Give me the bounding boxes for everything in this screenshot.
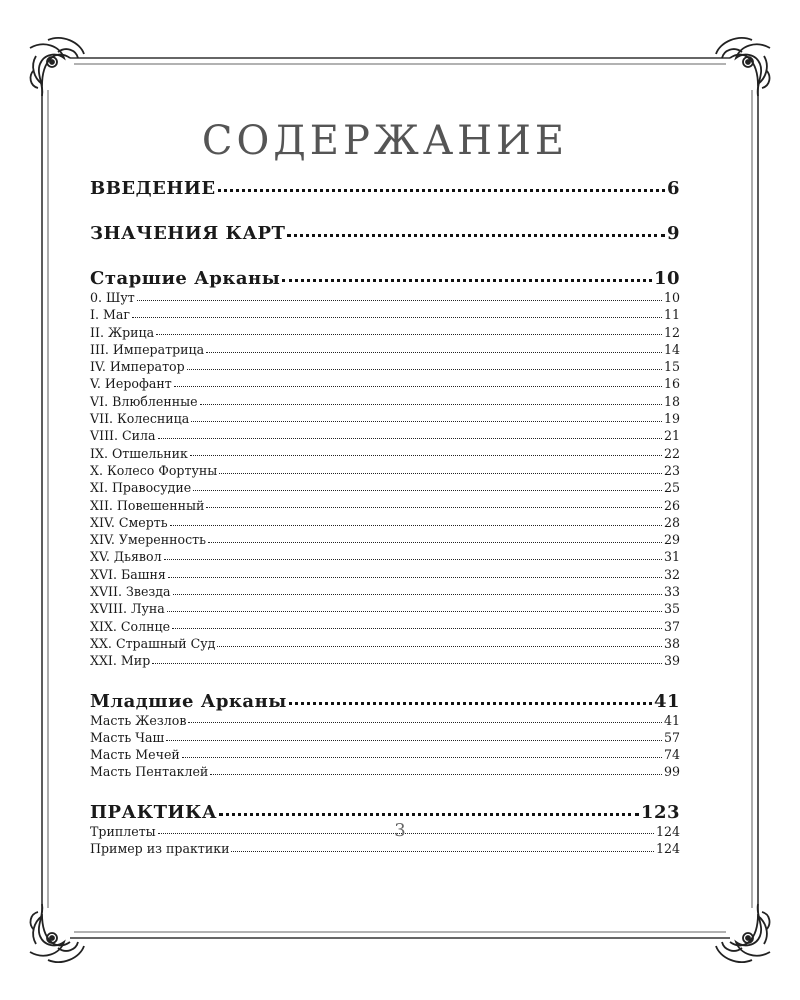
toc-subentry[interactable] [90,763,680,780]
major-arcana-list [90,289,680,670]
dot-leader [231,843,653,852]
toc-page: 37 [663,618,680,634]
toc-page: 124 [655,841,680,857]
toc-label: Масть Чаш [90,729,165,745]
toc-page: 39 [663,653,680,669]
toc-page: 15 [663,359,680,375]
corner-ornament-icon [716,904,770,962]
toc-subentry[interactable] [90,840,680,857]
dot-leader [219,802,639,816]
toc-entry-meanings[interactable] [90,223,680,250]
dot-leader [164,552,662,561]
dot-leader [172,621,662,630]
dot-leader [206,500,662,509]
toc-subentry[interactable] [90,445,680,462]
toc-label: XVII. Звезда [90,584,171,600]
toc-page: 9 [666,223,680,244]
toc-label: ЗНАЧЕНИЯ КАРТ [90,223,286,244]
dot-leader [289,691,652,705]
toc-page: 6 [666,178,680,199]
corner-ornament-icon [716,38,770,96]
dot-leader [173,586,662,595]
toc-page: 10 [663,290,680,305]
toc-label: ПРАКТИКА [90,801,218,823]
dot-leader [210,767,662,776]
toc-page: 57 [663,729,680,745]
toc-subentry[interactable] [90,746,680,763]
toc-page: 41 [653,690,680,712]
dot-leader [206,344,662,353]
toc-page: 21 [663,428,680,444]
dot-leader [190,448,662,457]
toc-label: ВВЕДЕНИЕ [90,178,216,199]
toc-label: XV. Дьявол [90,549,162,565]
toc-page: 11 [663,307,680,323]
dot-leader [174,379,662,388]
toc-page: 38 [663,635,680,651]
toc-page: 25 [663,480,680,496]
toc-label: II. Жрица [90,324,155,340]
toc-subentry[interactable] [90,514,680,531]
toc-label: XII. Повешенный [90,497,205,513]
toc-page: 26 [663,497,680,513]
dot-leader [191,413,662,422]
toc-label: XXI. Мир [90,653,151,669]
toc-page: 18 [663,393,680,409]
toc-subentry[interactable] [90,324,680,341]
toc-subentry[interactable] [90,341,680,358]
toc-label: XVI. Башня [90,566,166,582]
dot-leader [200,396,662,405]
toc-subentry[interactable] [90,635,680,652]
toc-label: Старшие Арканы [90,268,281,289]
toc-subentry[interactable] [90,618,680,635]
dot-leader [219,465,662,474]
dot-leader [182,749,662,758]
toc-page: 41 [663,712,680,728]
toc-label: 0. Шут [90,290,135,305]
dot-leader [158,431,662,440]
toc-subentry[interactable] [90,729,680,746]
toc-label: VII. Колесница [90,411,190,427]
toc-label: Младшие Арканы [90,690,287,712]
toc-page: 124 [655,823,680,839]
toc-label: Масть Мечей [90,747,180,763]
toc-subentry[interactable] [90,652,680,669]
dot-leader [156,327,662,336]
toc-subentry[interactable] [90,427,680,444]
toc-subentry[interactable] [90,566,680,583]
toc-label: Пример из практики [90,841,230,857]
toc-page: 74 [663,747,680,763]
toc-label: XIX. Солнце [90,618,171,634]
toc-subentry[interactable] [90,462,680,479]
dot-leader [170,517,662,526]
toc-label: XIV. Умеренность [90,532,206,548]
toc-label: I. Маг [90,307,130,323]
dot-leader [217,638,662,647]
toc-subentry[interactable] [90,600,680,617]
toc-label: V. Иерофант [90,376,172,392]
toc-page: 14 [663,341,680,357]
toc-label: VIII. Сила [90,428,156,444]
toc-label: VI. Влюбленные [90,393,198,409]
corner-ornament-icon [30,38,84,96]
toc-subentry[interactable] [90,375,680,392]
toc-page: 35 [663,601,680,617]
toc-subentry[interactable] [90,531,680,548]
toc-subentry[interactable] [90,497,680,514]
toc-page: 123 [640,801,680,823]
toc-subentry[interactable] [90,289,680,306]
toc-entry-intro[interactable] [90,178,680,205]
toc-label: Триплеты [90,823,156,839]
dot-leader [166,732,662,741]
toc-page: 32 [663,566,680,582]
dot-leader [282,268,652,282]
toc-page: 31 [663,549,680,565]
toc-page: 33 [663,584,680,600]
toc-page: 28 [663,514,680,530]
toc-page: 99 [663,764,680,780]
toc-page: 22 [663,445,680,461]
toc-page: 10 [653,268,680,289]
toc-subentry[interactable] [90,712,680,729]
dot-leader [152,655,662,664]
toc-subentry[interactable] [90,548,680,565]
toc-subentry[interactable] [90,306,680,323]
dot-leader [193,482,662,491]
dot-leader [287,223,665,237]
dot-leader [187,361,662,370]
page-title: СОДЕРЖАНИЕ [201,118,569,164]
toc-subentry[interactable] [90,410,680,427]
dot-leader [137,292,662,301]
dot-leader [208,534,662,543]
corner-ornament-icon [30,904,84,962]
dot-leader [168,569,662,578]
toc-subentry[interactable] [90,393,680,410]
toc-label: XIV. Смерть [90,514,168,530]
dot-leader [167,604,662,613]
dot-leader [132,310,662,319]
toc-page: 19 [663,411,680,427]
table-of-contents [90,178,680,857]
page-number: 3 [394,820,406,841]
toc-label: Масть Пентаклей [90,764,209,780]
toc-label: XVIII. Луна [90,601,165,617]
toc-page: 23 [663,462,680,478]
toc-page: 12 [663,324,680,340]
toc-subentry[interactable] [90,583,680,600]
dot-leader [188,715,662,724]
toc-label: X. Колесо Фортуны [90,462,218,478]
toc-label: Масть Жезлов [90,712,187,728]
toc-label: III. Императрица [90,341,205,357]
toc-label: XI. Правосудие [90,480,192,496]
toc-label: IX. Отшельник [90,445,188,461]
toc-subentry[interactable] [90,358,680,375]
toc-subentry[interactable] [90,479,680,496]
minor-arcana-list [90,712,680,781]
toc-page: 16 [663,376,680,392]
toc-label: XX. Страшный Суд [90,635,216,651]
toc-label: IV. Император [90,359,185,375]
dot-leader [218,178,665,192]
toc-page: 29 [663,532,680,548]
